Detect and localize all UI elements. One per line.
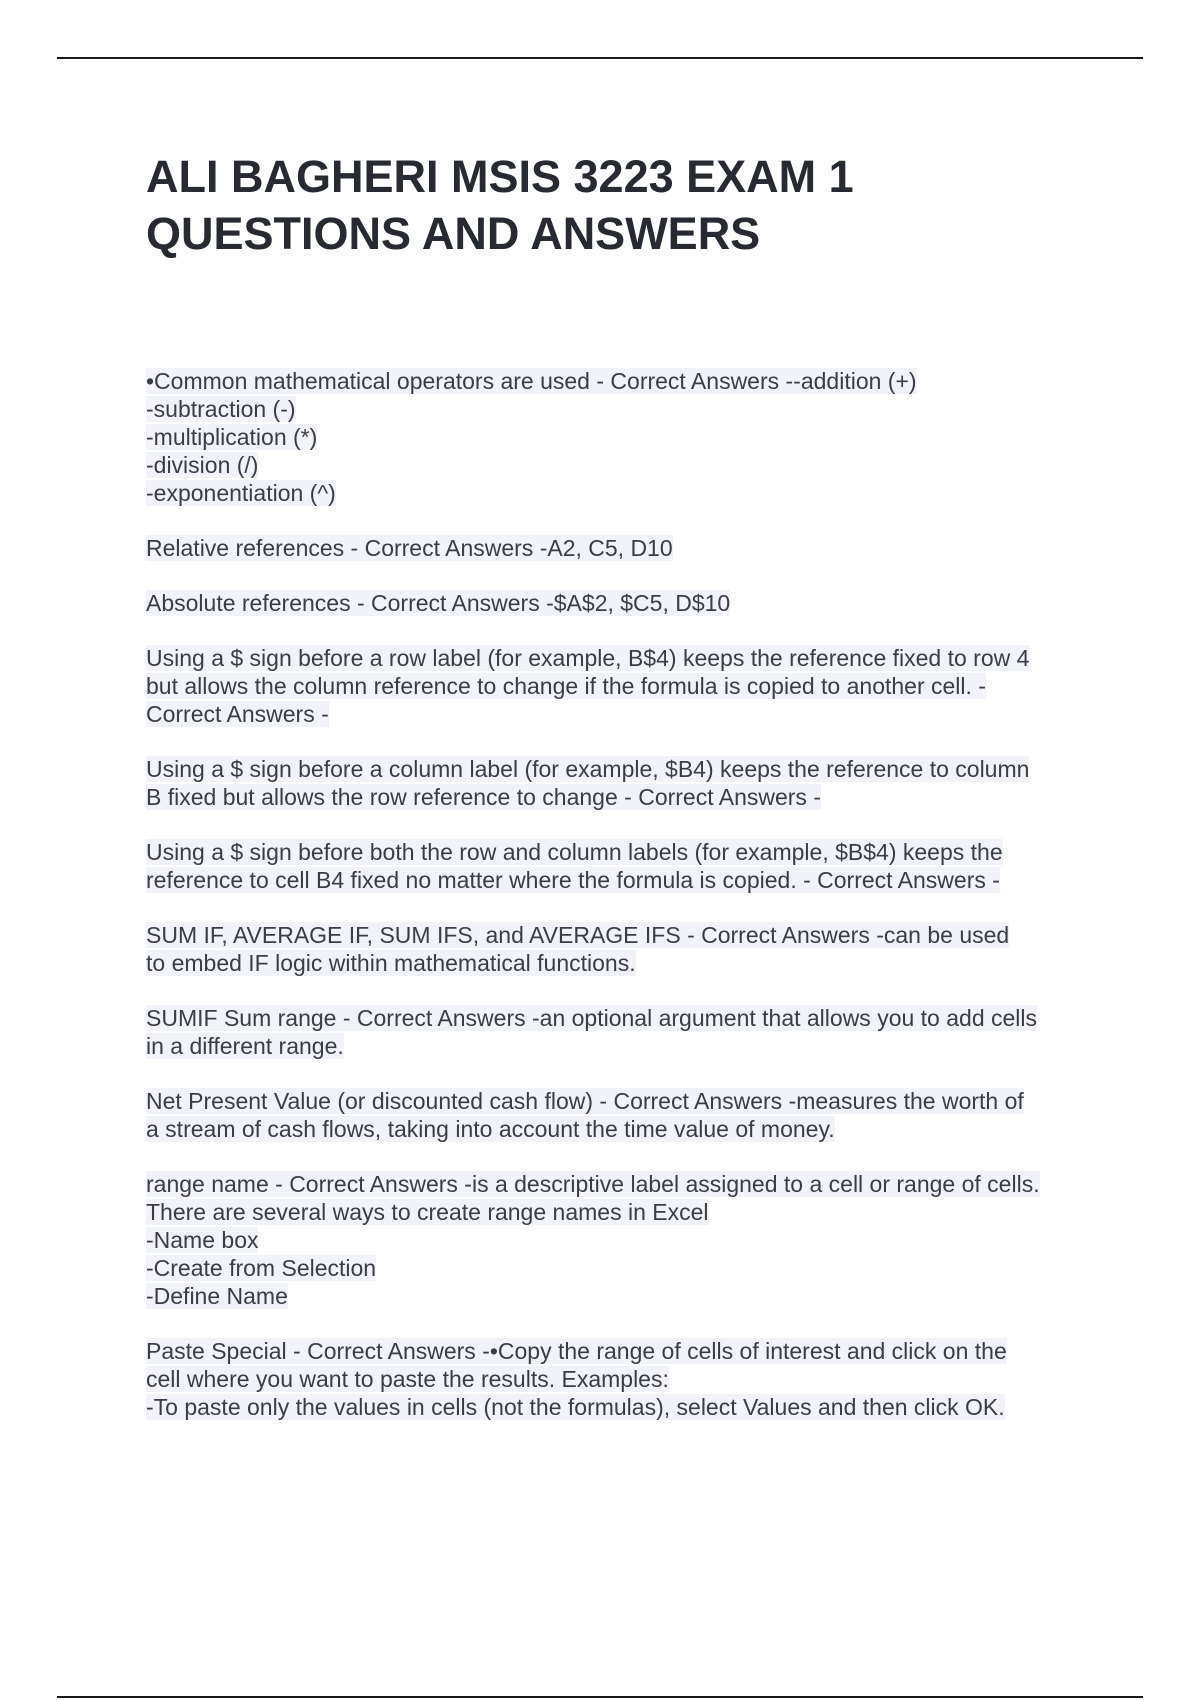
qa-line: Correct Answers - [146,701,329,727]
qa-line: in a different range. [146,1033,344,1059]
qa-item [146,1170,1096,1310]
qa-line: -multiplication (*) [146,424,318,450]
qa-item [146,1337,1096,1421]
qa-line: There are several ways to create range names in Excel [146,1199,709,1225]
qa-list [146,367,1096,1448]
qa-line: range name - Correct Answers -is a descriptive label assigned to a cell or range of cells. [146,1171,1040,1197]
qa-item [146,838,1096,894]
qa-item [146,1004,1096,1060]
qa-item [146,534,1096,562]
qa-line: reference to cell B4 fixed no matter where the formula is copied. - Correct Answers - [146,867,1000,893]
qa-line: Relative references - Correct Answers -A2, C5, D10 [146,535,673,561]
qa-line: -Create from Selection [146,1255,377,1281]
top-rule [57,57,1143,59]
qa-item [146,367,1096,507]
qa-line: -subtraction (-) [146,396,296,422]
qa-line: -Name box [146,1227,259,1253]
document-title [146,148,1106,262]
qa-line: -Define Name [146,1283,288,1309]
title-line: ALI BAGHERI MSIS 3223 EXAM 1 [146,151,854,202]
qa-line: Using a $ sign before both the row and column labels (for example, $B$4) keeps the [146,839,1003,865]
bottom-rule [57,1696,1143,1698]
qa-item [146,755,1096,811]
qa-line: but allows the column reference to change if the formula is copied to another cell. - [146,673,986,699]
qa-line: -To paste only the values in cells (not the formulas), select Values and then click OK. [146,1394,1005,1420]
title-line: QUESTIONS AND ANSWERS [146,208,761,259]
qa-line: B fixed but allows the row reference to change - Correct Answers - [146,784,821,810]
qa-item [146,589,1096,617]
qa-line: a stream of cash flows, taking into account the time value of money. [146,1116,835,1142]
qa-line: Using a $ sign before a row label (for example, B$4) keeps the reference fixed to row 4 [146,645,1030,671]
qa-line: Absolute references - Correct Answers -$A$2, $C5, D$10 [146,590,731,616]
qa-line: SUMIF Sum range - Correct Answers -an optional argument that allows you to add cells [146,1005,1038,1031]
qa-line: -exponentiation (^) [146,480,336,506]
qa-item [146,1087,1096,1143]
qa-line: to embed IF logic within mathematical functions. [146,950,636,976]
qa-line: Paste Special - Correct Answers -•Copy the range of cells of interest and click on the [146,1338,1007,1364]
qa-line: Net Present Value (or discounted cash flow) - Correct Answers -measures the worth of [146,1088,1024,1114]
qa-line: •Common mathematical operators are used - Correct Answers --addition (+) [146,368,917,394]
qa-item [146,644,1096,728]
qa-item [146,921,1096,977]
qa-line: -division (/) [146,452,259,478]
qa-line: SUM IF, AVERAGE IF, SUM IFS, and AVERAGE IFS - Correct Answers -can be used [146,922,1010,948]
qa-line: cell where you want to paste the results. Examples: [146,1366,669,1392]
qa-line: Using a $ sign before a column label (for example, $B4) keeps the reference to column [146,756,1030,782]
